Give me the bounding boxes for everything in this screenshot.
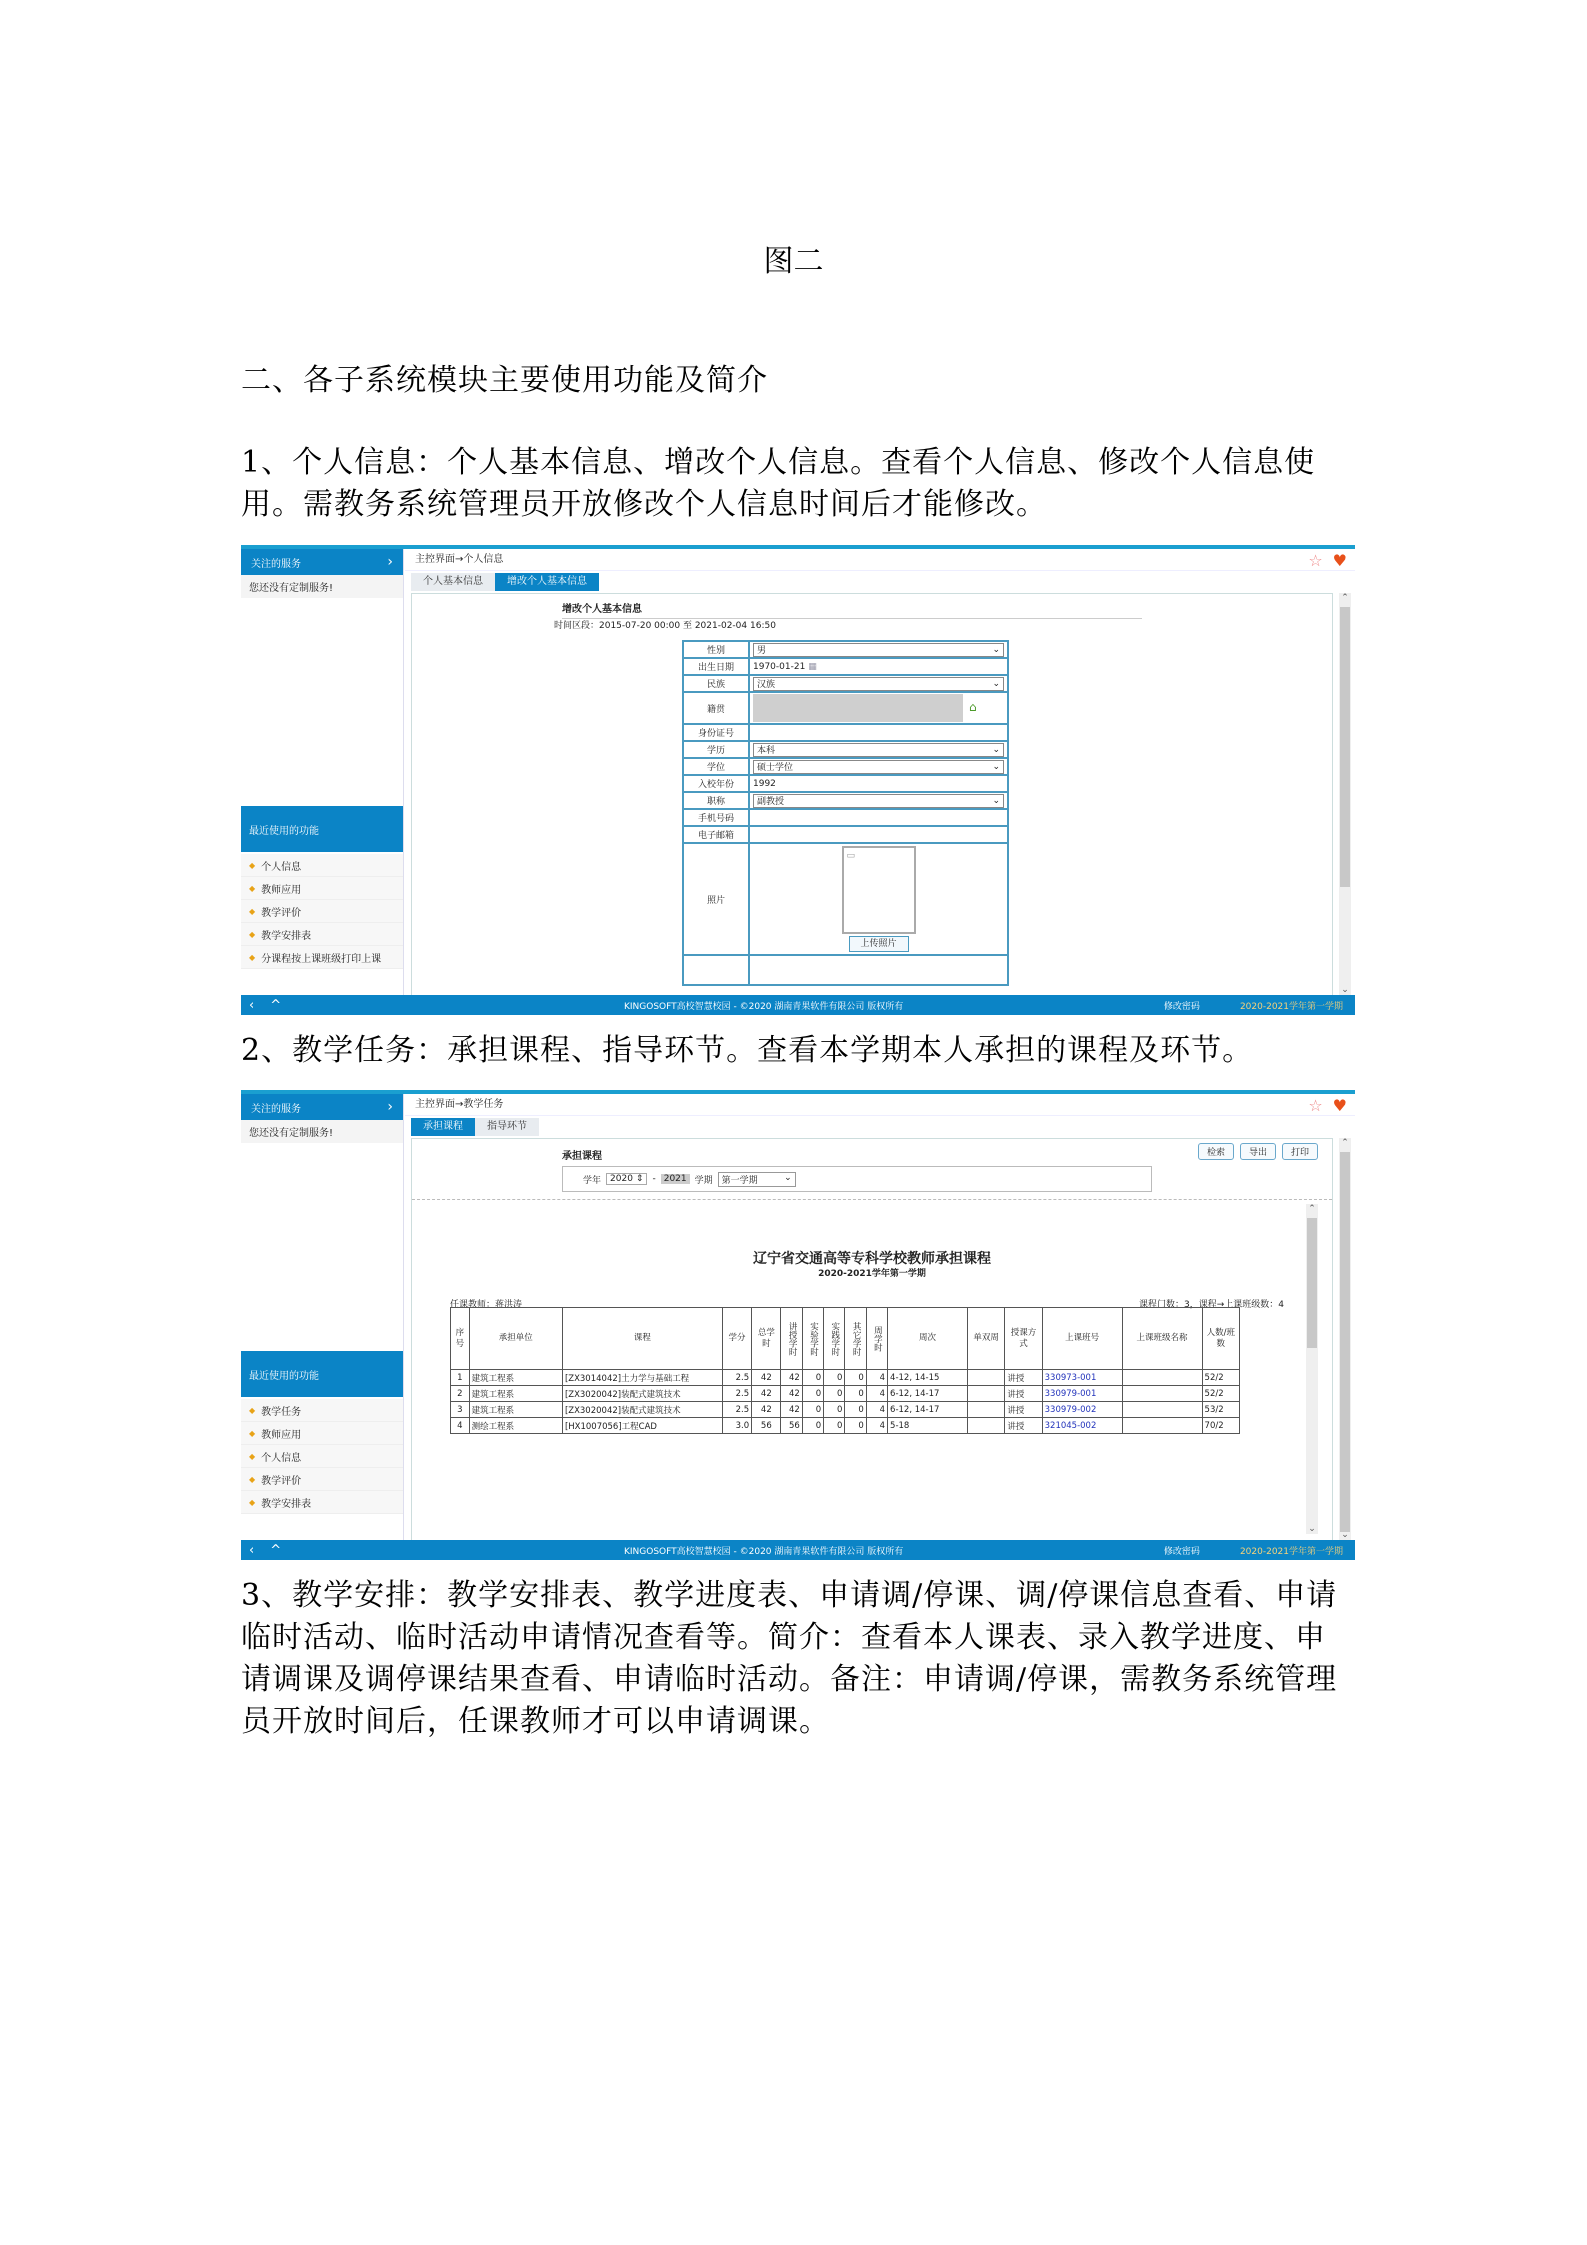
recent-item[interactable] bbox=[241, 946, 403, 969]
id-number-input[interactable] bbox=[749, 724, 1008, 741]
tab-guidance[interactable]: 指导环节 bbox=[475, 1118, 539, 1136]
table-cell: 2 bbox=[451, 1386, 470, 1402]
table-cell: 4 bbox=[866, 1386, 887, 1402]
gender-label: 性别 bbox=[683, 641, 749, 658]
bullet-icon: ◆ bbox=[249, 1405, 256, 1415]
export-button[interactable]: 导出 bbox=[1240, 1143, 1276, 1160]
id-label: 身份证号 bbox=[683, 724, 749, 741]
table-cell: 2.5 bbox=[722, 1402, 751, 1418]
collapse-up-icon[interactable]: ^ bbox=[270, 1542, 282, 1558]
followed-services-header[interactable] bbox=[241, 1094, 403, 1120]
filter-bar bbox=[562, 1166, 1152, 1192]
table-cell: 0 bbox=[845, 1418, 866, 1434]
column-header: 实验学时 bbox=[802, 1308, 823, 1370]
recent-item[interactable] bbox=[241, 854, 403, 877]
recent-item[interactable] bbox=[241, 1491, 403, 1514]
sidebar bbox=[241, 1094, 404, 1540]
native-label: 籍贯 bbox=[683, 692, 749, 724]
top-icons bbox=[1308, 551, 1347, 570]
table-cell: 3.0 bbox=[722, 1418, 751, 1434]
scroll-thumb[interactable] bbox=[1340, 607, 1350, 887]
change-password-link[interactable]: 修改密码 bbox=[1163, 1001, 1200, 1012]
teacher-label: 任课教师：蒋洪涛 bbox=[450, 1300, 523, 1310]
column-header: 实践学时 bbox=[824, 1308, 845, 1370]
scroll-thumb[interactable] bbox=[1340, 1152, 1350, 1532]
table-row bbox=[451, 1402, 1240, 1418]
recent-item-label: 个人信息 bbox=[261, 861, 302, 873]
degree-select[interactable] bbox=[753, 760, 1004, 774]
back-icon[interactable]: ‹ bbox=[249, 997, 255, 1013]
no-service-note: 您还没有定制服务! bbox=[241, 1120, 403, 1143]
image-placeholder-icon: ▭ bbox=[846, 851, 856, 861]
table-cell: 56 bbox=[781, 1418, 802, 1434]
recent-item[interactable] bbox=[241, 1468, 403, 1491]
table-cell: 42 bbox=[752, 1386, 781, 1402]
followed-services-label: 关注的服务 bbox=[251, 1103, 301, 1115]
table-cell: 建筑工程系 bbox=[469, 1386, 562, 1402]
footer-term: 2020-2021学年第一学期 bbox=[1239, 1546, 1343, 1557]
birth-label: 出生日期 bbox=[683, 658, 749, 675]
table-cell: 讲授 bbox=[1005, 1370, 1042, 1386]
table-cell: 3 bbox=[451, 1402, 470, 1418]
scroll-down-icon[interactable]: ⌄ bbox=[1341, 985, 1349, 995]
table-cell bbox=[1122, 1370, 1202, 1386]
sidebar bbox=[241, 549, 404, 995]
title-select[interactable] bbox=[753, 794, 1004, 808]
print-button[interactable]: 打印 bbox=[1282, 1143, 1318, 1160]
back-icon[interactable]: ‹ bbox=[249, 1542, 255, 1558]
year-to-value: 2021 bbox=[661, 1174, 690, 1184]
table-row bbox=[451, 1418, 1240, 1434]
footer-bar bbox=[241, 995, 1355, 1015]
year-label: 学年 bbox=[583, 1175, 602, 1186]
table-cell: 52/2 bbox=[1202, 1370, 1239, 1386]
column-header: 课程 bbox=[562, 1308, 722, 1370]
chevron-down-icon: ⌄ bbox=[992, 644, 1000, 655]
recent-item[interactable] bbox=[241, 1399, 403, 1422]
table-cell bbox=[1122, 1418, 1202, 1434]
tab-courses[interactable]: 承担课程 bbox=[411, 1118, 475, 1136]
recent-item-label: 分课程按上课班级打印上课 bbox=[261, 953, 382, 965]
bullet-icon: ◆ bbox=[249, 906, 256, 916]
term-select[interactable] bbox=[718, 1172, 796, 1187]
action-buttons bbox=[1198, 1143, 1318, 1160]
entry-year-input[interactable]: 1992 bbox=[749, 775, 1008, 792]
footer-copyright: KINGOSOFT高校智慧校园 - ©2020 湖南青果软件有限公司 版权所有 bbox=[624, 1546, 904, 1557]
scroll-down-icon[interactable]: ⌄ bbox=[1341, 1530, 1349, 1540]
table-cell: 0 bbox=[802, 1402, 823, 1418]
recent-item[interactable] bbox=[241, 1445, 403, 1468]
recent-item-label: 教学安排表 bbox=[261, 1498, 312, 1510]
gender-select[interactable] bbox=[753, 643, 1004, 657]
table-cell: 53/2 bbox=[1202, 1402, 1239, 1418]
chevron-down-icon: ⌄ bbox=[992, 744, 1000, 755]
recent-functions-header: 最近使用的功能 bbox=[241, 806, 403, 852]
table-cell: [ZX3014042]土力学与基础工程 bbox=[562, 1370, 722, 1386]
table-cell: 4 bbox=[866, 1402, 887, 1418]
recent-item[interactable] bbox=[241, 877, 403, 900]
table-cell: 讲授 bbox=[1005, 1402, 1042, 1418]
main-area bbox=[405, 1094, 1355, 1540]
tab-bar bbox=[405, 1118, 1355, 1136]
recent-functions-header: 最近使用的功能 bbox=[241, 1351, 403, 1397]
vertical-scrollbar[interactable] bbox=[1339, 593, 1351, 995]
year-from-value: 2020 bbox=[610, 1174, 633, 1184]
upload-photo-button[interactable]: 上传照片 bbox=[849, 936, 909, 952]
report-title: 辽宁省交通高等专科学校教师承担课程 bbox=[753, 1251, 991, 1267]
recent-item[interactable] bbox=[241, 1422, 403, 1445]
personal-info-form bbox=[682, 640, 1009, 986]
table-cell: 2.5 bbox=[722, 1370, 751, 1386]
course-count: 课程门数：3，课程→上课班级数：4 bbox=[1139, 1300, 1284, 1310]
no-service-note: 您还没有定制服务! bbox=[241, 575, 403, 598]
column-header: 总学时 bbox=[752, 1308, 781, 1370]
recent-item[interactable] bbox=[241, 900, 403, 923]
time-range: 时间区段：2015-07-20 00:00 至 2021-02-04 16:50 bbox=[554, 621, 776, 631]
figure-caption: 图二 bbox=[763, 244, 824, 279]
degree-value: 硕士学位 bbox=[757, 763, 794, 773]
content-panel bbox=[411, 593, 1333, 995]
search-button[interactable]: 检索 bbox=[1198, 1143, 1234, 1160]
table-row bbox=[451, 1370, 1240, 1386]
empty-label bbox=[683, 955, 749, 985]
recent-item-label: 教师应用 bbox=[261, 1429, 302, 1441]
table-cell: 建筑工程系 bbox=[469, 1370, 562, 1386]
star-icon[interactable]: ☆ bbox=[1308, 551, 1323, 570]
gender-value: 男 bbox=[757, 646, 767, 656]
table-cell: 0 bbox=[845, 1386, 866, 1402]
footer-copyright: KINGOSOFT高校智慧校园 - ©2020 湖南青果软件有限公司 版权所有 bbox=[624, 1001, 904, 1012]
table-cell: 0 bbox=[845, 1370, 866, 1386]
bullet-icon: ◆ bbox=[249, 883, 256, 893]
table-cell: 4-12, 14-15 bbox=[888, 1370, 968, 1386]
column-header: 周学时 bbox=[866, 1308, 887, 1370]
screenshot-teaching-tasks bbox=[241, 1090, 1355, 1560]
class-number-link[interactable]: 330979-001 bbox=[1042, 1386, 1122, 1402]
tab-bar bbox=[405, 573, 1355, 591]
tab-basic-info[interactable]: 个人基本信息 bbox=[411, 573, 495, 591]
photo-preview bbox=[842, 846, 916, 934]
column-header: 其它学时 bbox=[845, 1308, 866, 1370]
section-heading: 二、各子系统模块主要使用功能及简介 bbox=[241, 363, 768, 398]
column-header: 单双周 bbox=[968, 1308, 1005, 1370]
home-icon[interactable]: ⌂ bbox=[969, 699, 977, 714]
table-cell: 0 bbox=[824, 1402, 845, 1418]
star-icon[interactable]: ☆ bbox=[1308, 1096, 1323, 1115]
bullet-icon: ◆ bbox=[249, 1451, 256, 1461]
table-row bbox=[451, 1386, 1240, 1402]
chevron-down-icon: ⌄ bbox=[784, 1172, 792, 1183]
table-cell bbox=[1122, 1386, 1202, 1402]
table-cell bbox=[1122, 1402, 1202, 1418]
scroll-down-icon[interactable]: ⌄ bbox=[1308, 1524, 1316, 1534]
table-cell: 70/2 bbox=[1202, 1418, 1239, 1434]
ethnicity-select[interactable] bbox=[753, 677, 1004, 691]
column-header: 学分 bbox=[722, 1308, 751, 1370]
table-cell: 6-12, 14-17 bbox=[888, 1402, 968, 1418]
form-title: 增改个人基本信息 bbox=[562, 600, 1142, 619]
year-dash: - bbox=[652, 1174, 656, 1184]
table-cell: 0 bbox=[802, 1418, 823, 1434]
recent-functions-list bbox=[241, 854, 403, 969]
spinner-icon[interactable]: ⇕ bbox=[635, 1174, 644, 1184]
scroll-up-icon[interactable]: ⌃ bbox=[1341, 593, 1349, 603]
followed-services-label: 关注的服务 bbox=[251, 558, 301, 570]
column-header: 承担单位 bbox=[469, 1308, 562, 1370]
email-label: 电子邮箱 bbox=[683, 826, 749, 843]
class-number-link[interactable]: 330979-002 bbox=[1042, 1402, 1122, 1418]
report-subtitle: 2020-2021学年第一学期 bbox=[818, 1269, 926, 1279]
paragraph-personal-info: 1、个人信息：个人基本信息、增改个人信息。查看个人信息、修改个人信息使用。需教务系统管理员开放修改个人信息时间后才能修改。 bbox=[241, 445, 1316, 522]
table-cell: 讲授 bbox=[1005, 1386, 1042, 1402]
recent-functions-list bbox=[241, 1399, 403, 1514]
content-panel bbox=[411, 1138, 1333, 1540]
table-cell: [ZX3020042]装配式建筑技术 bbox=[562, 1386, 722, 1402]
table-cell: 0 bbox=[802, 1370, 823, 1386]
bullet-icon: ◆ bbox=[249, 860, 256, 870]
table-cell: 42 bbox=[781, 1386, 802, 1402]
heart-icon[interactable]: ♥ bbox=[1332, 1096, 1347, 1115]
followed-services-header[interactable] bbox=[241, 549, 403, 575]
column-header: 讲授学时 bbox=[781, 1308, 802, 1370]
collapse-up-icon[interactable]: ^ bbox=[270, 997, 282, 1013]
birth-date-input[interactable]: 1970-01-21 bbox=[753, 661, 806, 672]
ethnicity-value: 汉族 bbox=[757, 680, 776, 690]
chevron-down-icon: ⌄ bbox=[992, 678, 1000, 689]
recent-item-label: 教学评价 bbox=[261, 907, 302, 919]
table-cell: 0 bbox=[824, 1370, 845, 1386]
entry-year-label: 入校年份 bbox=[683, 775, 749, 792]
table-cell bbox=[968, 1418, 1005, 1434]
screenshot-personal-info bbox=[241, 545, 1355, 1015]
term-value: 第一学期 bbox=[721, 1175, 758, 1186]
table-cell: 42 bbox=[752, 1402, 781, 1418]
phone-label: 手机号码 bbox=[683, 809, 749, 826]
table-cell: 6-12, 14-17 bbox=[888, 1386, 968, 1402]
table-cell bbox=[968, 1402, 1005, 1418]
table-cell: 0 bbox=[824, 1386, 845, 1402]
table-cell: 4 bbox=[866, 1418, 887, 1434]
table-cell: 2.5 bbox=[722, 1386, 751, 1402]
recent-item-label: 教师应用 bbox=[261, 884, 302, 896]
vertical-scrollbar[interactable] bbox=[1339, 1138, 1351, 1540]
bullet-icon: ◆ bbox=[249, 929, 256, 939]
report-area bbox=[412, 1199, 1332, 1540]
table-cell: 4 bbox=[866, 1370, 887, 1386]
table-cell: 讲授 bbox=[1005, 1418, 1042, 1434]
footer-bar bbox=[241, 1540, 1355, 1560]
table-cell: [HX1007056]工程CAD bbox=[562, 1418, 722, 1434]
paragraph-teaching-schedule: 3、教学安排：教学安排表、教学进度表、申请调/停课、调/停课信息查看、申请临时活动、临时活动申请情况查看等。简介：查看本人课表、录入教学进度、申请调课及调停课结果查看、申请临时活动。备注：申请调/停课，需教务系统管理员开放时间后，任课教师才可以申请调课。 bbox=[241, 1578, 1338, 1739]
chevron-right-icon[interactable]: › bbox=[387, 1099, 393, 1115]
table-cell: 42 bbox=[752, 1370, 781, 1386]
breadcrumb: 主控界面→个人信息 bbox=[405, 549, 1355, 571]
scroll-up-icon[interactable]: ⌃ bbox=[1341, 1138, 1349, 1148]
footer-term: 2020-2021学年第一学期 bbox=[1239, 1001, 1343, 1012]
empty-cell bbox=[749, 955, 1008, 985]
table-cell: [ZX3020042]装配式建筑技术 bbox=[562, 1402, 722, 1418]
top-icons bbox=[1308, 1096, 1347, 1115]
bullet-icon: ◆ bbox=[249, 1474, 256, 1484]
bullet-icon: ◆ bbox=[249, 1497, 256, 1507]
change-password-link[interactable]: 修改密码 bbox=[1163, 1546, 1200, 1557]
table-cell: 52/2 bbox=[1202, 1386, 1239, 1402]
table-cell: 测绘工程系 bbox=[469, 1418, 562, 1434]
course-table bbox=[450, 1307, 1240, 1434]
title-label: 职称 bbox=[683, 792, 749, 809]
chevron-right-icon[interactable]: › bbox=[387, 554, 393, 570]
photo-label: 照片 bbox=[683, 843, 749, 955]
email-input[interactable] bbox=[749, 826, 1008, 843]
recent-item-label: 个人信息 bbox=[261, 1452, 302, 1464]
scroll-up-icon[interactable]: ⌃ bbox=[1308, 1204, 1316, 1214]
table-cell: 42 bbox=[781, 1402, 802, 1418]
column-header: 人数/班数 bbox=[1202, 1308, 1239, 1370]
column-header: 周次 bbox=[888, 1308, 968, 1370]
table-cell bbox=[968, 1370, 1005, 1386]
breadcrumb: 主控界面→教学任务 bbox=[405, 1094, 1355, 1116]
chevron-down-icon: ⌄ bbox=[992, 795, 1000, 806]
title-value: 副教授 bbox=[757, 797, 785, 807]
table-cell: 5-18 bbox=[888, 1418, 968, 1434]
table-cell: 1 bbox=[451, 1370, 470, 1386]
bullet-icon: ◆ bbox=[249, 1428, 256, 1438]
year-stepper[interactable] bbox=[606, 1173, 647, 1185]
table-cell: 4 bbox=[451, 1418, 470, 1434]
table-cell: 0 bbox=[802, 1386, 823, 1402]
table-cell: 建筑工程系 bbox=[469, 1402, 562, 1418]
table-cell: 0 bbox=[845, 1402, 866, 1418]
column-header: 上课班级名称 bbox=[1122, 1308, 1202, 1370]
scroll-thumb[interactable] bbox=[1307, 1218, 1317, 1348]
calendar-icon[interactable]: ▦ bbox=[808, 661, 817, 672]
bullet-icon: ◆ bbox=[249, 952, 256, 962]
column-header: 上课班号 bbox=[1042, 1308, 1122, 1370]
recent-item-label: 教学评价 bbox=[261, 1475, 302, 1487]
chevron-down-icon: ⌄ bbox=[992, 761, 1000, 772]
tab-edit-basic-info[interactable]: 增改个人基本信息 bbox=[495, 573, 599, 591]
paragraph-teaching-tasks: 2、教学任务：承担课程、指导环节。查看本学期本人承担的课程及环节。 bbox=[241, 1033, 1254, 1068]
panel-title: 承担课程 bbox=[562, 1151, 602, 1162]
heart-icon[interactable]: ♥ bbox=[1332, 551, 1347, 570]
education-label: 学历 bbox=[683, 741, 749, 758]
phone-input[interactable] bbox=[749, 809, 1008, 826]
column-header: 序号 bbox=[451, 1308, 470, 1370]
table-cell: 56 bbox=[752, 1418, 781, 1434]
recent-item[interactable] bbox=[241, 923, 403, 946]
education-select[interactable] bbox=[753, 743, 1004, 757]
ethnicity-label: 民族 bbox=[683, 675, 749, 692]
class-number-link[interactable]: 321045-002 bbox=[1042, 1418, 1122, 1434]
table-cell: 42 bbox=[781, 1370, 802, 1386]
class-number-link[interactable]: 330973-001 bbox=[1042, 1370, 1122, 1386]
recent-item-label: 教学任务 bbox=[261, 1406, 302, 1418]
education-value: 本科 bbox=[757, 746, 776, 756]
degree-label: 学位 bbox=[683, 758, 749, 775]
term-label: 学期 bbox=[694, 1175, 713, 1186]
column-header: 授课方式 bbox=[1005, 1308, 1042, 1370]
table-cell: 0 bbox=[824, 1418, 845, 1434]
table-cell bbox=[968, 1386, 1005, 1402]
main-area bbox=[405, 549, 1355, 995]
report-scrollbar[interactable] bbox=[1306, 1204, 1318, 1534]
native-place-input[interactable] bbox=[753, 694, 963, 722]
recent-item-label: 教学安排表 bbox=[261, 930, 312, 942]
